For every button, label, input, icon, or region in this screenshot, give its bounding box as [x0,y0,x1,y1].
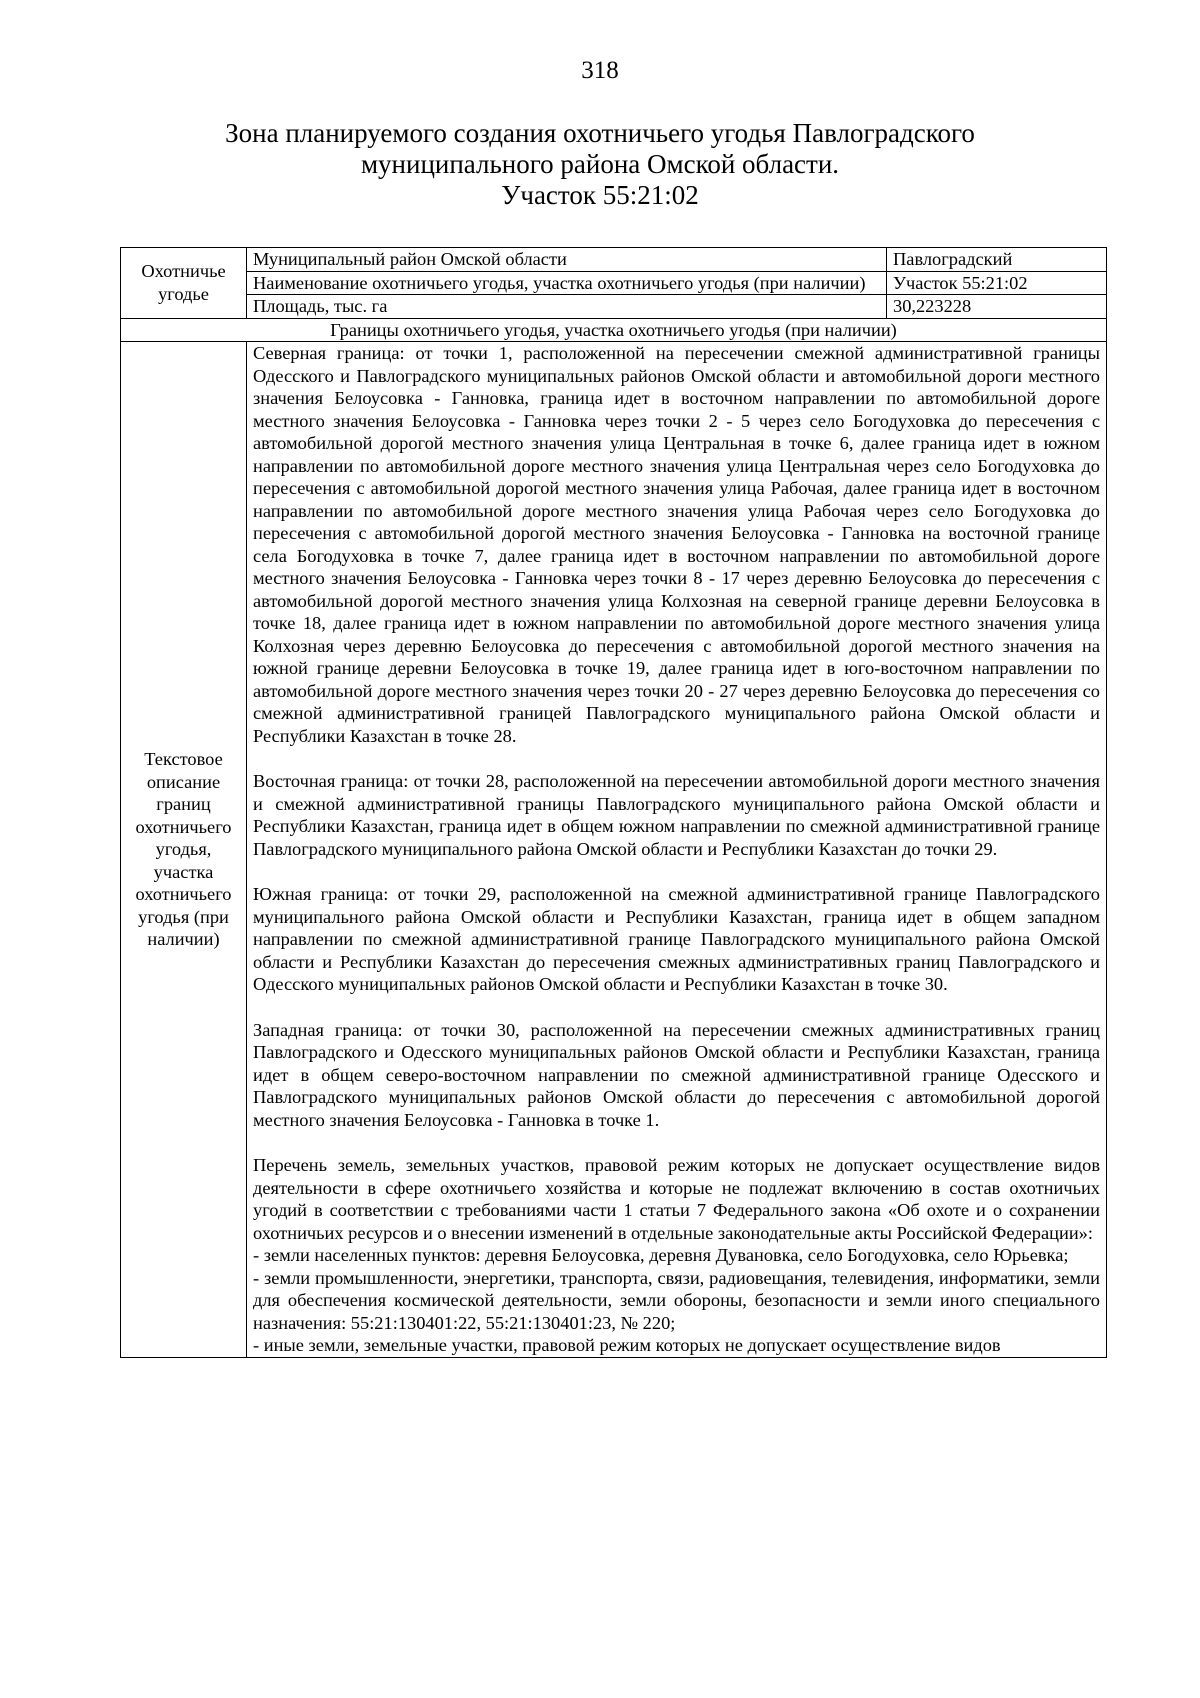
east-boundary-text: Восточная граница: от точки 28, расположенной на пересечении автомобильной дороги местного значения и смежной административной границы Павлоградского муниципального района Омской области и Республики Казахстан, граница идет в общем южном направлении по смежной административной границе Павлоградского муниципального района Омской области и Республики Казахстан до точки 29. [253,771,1100,859]
municipal-district-value: Павлоградский [887,248,1107,272]
south-boundary-text: Южная граница: от точки 29, расположенной на смежной административной границе Павлоградского муниципального района Омской области и Республики Казахстан, граница идет в общем западном направлении по смежной административной границе Павлоградского муниципального района Омской области и Республики Казахстан до пересечения смежных административных границ Павлоградского и Одесского муниципальных районов Омской области и Республики Казахстан в точке 30. [253,884,1100,994]
list-item: - земли промышленности, энергетики, транспорта, связи, радиовещания, телевидения, информатики, земли для обеспечения космической деятельности, земли обороны, безопасности и земли иного специального назначения: 55:21:130401:22, 55:21:130401:23, № 220; [253,1267,1100,1333]
ground-name-label: Наименование охотничьего угодья, участка охотничьего угодья (при наличии) [247,271,887,295]
table-row [121,248,1107,272]
hunting-ground-table [120,247,1107,1358]
excluded-lands-intro: Перечень земель, земельных участков, правовой режим которых не допускает осуществление видов деятельности в сфере охотничьего хозяйства и которые не подлежат включению в состав охотничьих угодий в соответствии с требованиями части 1 статьи 7 Федерального закона «Об охоте и о сохранении охотничьих ресурсов и о внесении изменений в отдельные законодательные акты Российской Федерации»: [253,1155,1100,1243]
title-line-1: Зона планируемого создания охотничьего угодья Павлоградского [225,118,975,148]
boundary-description [247,342,1107,1358]
table-row [121,318,1107,342]
title-line-3: Участок 55:21:02 [501,180,699,210]
list-item: - иные земли, земельные участки, правовой режим которых не допускает осуществление видов [253,1335,1001,1355]
municipal-district-label: Муниципальный район Омской области [247,248,887,272]
west-boundary-text: Западная граница: от точки 30, расположенной на пересечении смежных административных границ Павлоградского и Одесского муниципальных районов Омской области и Республики Казахстан, граница идет в общем северо-восточном направлении по смежной административной границе Одесского и Павлоградского муниципальных районов Омской области до пересечения с автомобильной дорогой местного значения Белоусовка - Ганновка в точке 1. [253,1019,1100,1130]
table-row [121,342,1107,1358]
ground-name-value: Участок 55:21:02 [887,271,1107,295]
table-row [121,271,1107,295]
page-number: 318 [581,57,619,84]
title-line-2: муниципального района Омской области. [360,149,840,179]
area-value: 30,223228 [887,295,1107,319]
hunting-ground-label: Охотничье угодье [121,248,247,319]
north-boundary-text: Северная граница: от точки 1, расположенной на пересечении смежной административной границы Одесского и Павлоградского муниципальных районов Омской области и автомобильной дороги местного значения Белоусовка - Ганновка, граница идет в восточном направлении по автомобильной дороге местного значения Белоусовка - Ганновка через точки 2 - 5 через село Богодуховка до пересечения с автомобильной дорогой местного значения улица Центральная в точке 6, далее граница идет в южном направлении по автомобильной дороге местного значения улица Центральная через село Богодуховка до пересечения с автомобильной дорогой местного значения улица Рабочая, далее граница идет в восточном направлении по автомобильной дороге местного значения улица Рабочая через село Богодуховка до пересечения с автомобильной дорогой местного значения Белоусовка - Ганновка на восточной границе села Богодуховка в точке 7, далее граница идет в восточном направлении по автомобильной дороге местного значения Белоусовка - Ганновка через точки 8 - 17 через деревню Белоусовка до пересечения с автомобильной дорогой местного значения улица Колхозная на северной границе деревни Белоусовка в точке 18, далее граница идет в южном направлении по автомобильной дороге местного значения улица Колхозная через деревню Белоусовка до пересечения с автомобильной дорогой местного значения на южной границе деревни Белоусовка в точке 19, далее граница идет в юго-восточном направлении по автомобильной дороге местного значения через точки 20 - 27 через деревню Белоусовка до пересечения со смежной административной границей Павлоградского муниципального района Омской области и Республики Казахстан в точке 28. [253,343,1100,746]
list-item: - земли населенных пунктов: деревня Белоусовка, деревня Дувановка, село Богодуховка, село Юрьевка; [253,1245,1069,1265]
table-row [121,295,1107,319]
description-label: Текстовое описание границ охотничьего угодья, участка охотничьего угодья (при наличии) [121,342,247,1358]
document-title [0,118,1200,211]
boundaries-header: Границы охотничьего угодья, участка охотничьего угодья (при наличии) [121,318,1107,342]
area-label: Площадь, тыс. га [247,295,887,319]
